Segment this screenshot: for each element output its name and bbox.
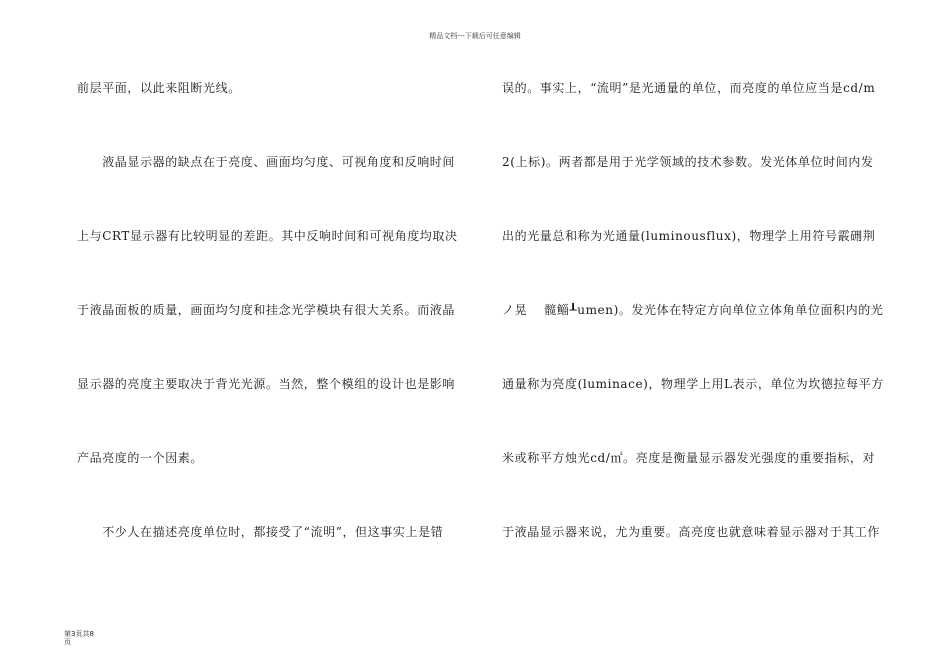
page-header: 精品文档---下载后可任意编辑 [429,32,521,40]
page-number [64,630,124,646]
left-text-column [77,80,467,598]
text-line: 出的光量总和称为光通量(luminousflux)，物理学上用符号霰硎荆 [502,229,876,243]
page-number-line: 第3页共8 [64,630,94,638]
text-line: 通量称为亮度(luminace)，物理学上用L表示，单位为坎德拉每平方 [502,377,884,391]
page-number-line: 页 [64,638,71,646]
right-text-column [502,80,892,598]
text-line: 上与CRT显示器有比较明显的差距。其中反响时间和可视角度均取决 [77,229,458,243]
text-line: 液晶显示器的缺点在于亮度、画面均匀度、可视角度和反响时间 [77,155,456,169]
text-line: 误的。事实上，“流明”是光通量的单位，而亮度的单位应当是cd/m [502,81,876,95]
text-line: 于液晶面板的质量，画面均匀度和挂念光学模块有很大关系。而液晶 [77,303,456,317]
text-line: 显示器的亮度主要取决于背光光源。当然，整个模组的设计也是影响 [77,377,456,391]
text-line: ノ晃 髋鲻┸umen)。发光体在特定方向单位立体角单位面积内的光 [502,303,884,317]
text-line: 米或称平方烛光cd/㎡。亮度是衡量显示器发光强度的重要指标，对 [502,451,876,465]
text-line: 2(上标)。两者都是用于光学领域的技术参数。发光体单位时间内发 [502,155,874,169]
text-line: 不少人在描述亮度单位时，都接受了“流明”，但这事实上是错 [77,525,444,539]
text-line: 产品亮度的一个因素。 [77,451,204,465]
text-line: 于液晶显示器来说，尤为重要。高亮度也就意味着显示器对于其工作 [502,525,881,539]
text-line: 前层平面，以此来阻断光线。 [77,81,241,95]
